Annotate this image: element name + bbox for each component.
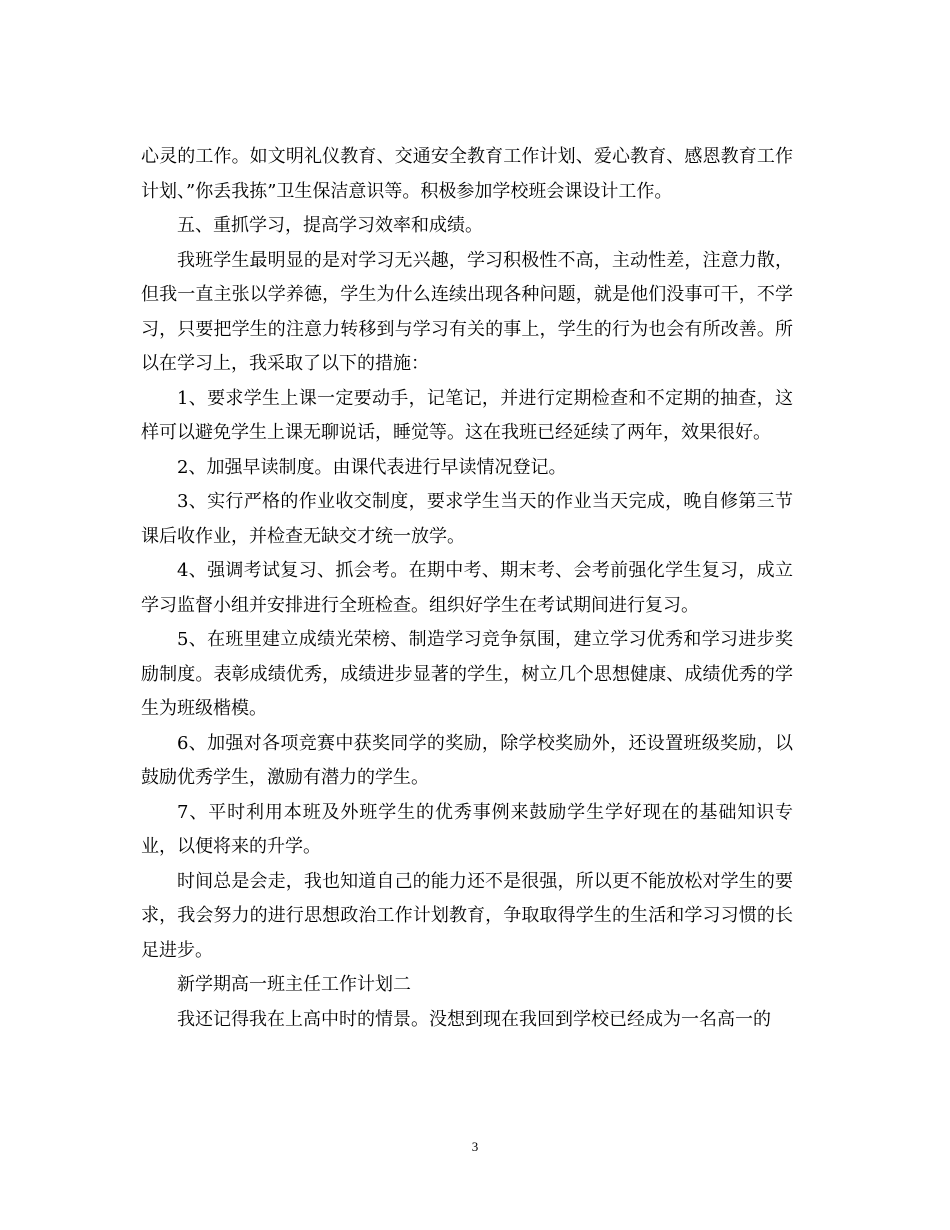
paragraph-3: 我班学生最明显的是对学习无兴趣，学习积极性不高，主动性差，注意力散，但我一直主张以学养德，学生为什么连续出现各种问题，就是他们没事可干，不学习，只要把学生的注意力转移到与学习有关的事上，学生的行为也会有所改善。所以在学习上，我采取了以下的措施： xyxy=(141,249,793,374)
list-item-4: 4、强调考试复习、抓会考。在期中考、期末考、会考前强化学生复习，成立学习监督小组并安排进行全班检查。组织好学生在考试期间进行复习。 xyxy=(141,560,793,616)
list-item-2: 2、加强早读制度。由课代表进行早读情况登记。 xyxy=(177,456,567,478)
closing-paragraph: 时间总是会走，我也知道自己的能力还不是很强，所以更不能放松对学生的要求，我会努力的进行思想政治工作计划教育，争取取得学生的生活和学习习惯的长足进步。 xyxy=(141,870,793,961)
list-item-3: 3、实行严格的作业收交制度，要求学生当天的作业当天完成，晚自修第三节课后收作业，并检查无缺交才统一放学。 xyxy=(141,491,793,547)
list-item-7: 7、平时利用本班及外班学生的优秀事例来鼓励学生学好现在的基础知识专业，以便将来的升学。 xyxy=(141,801,793,857)
list-item-6: 6、加强对各项竞赛中获奖同学的奖励，除学校奖励外，还设置班级奖励，以鼓励优秀学生，激励有潜力的学生。 xyxy=(141,732,793,788)
page-number: 3 xyxy=(471,1139,479,1154)
paragraph-last: 我还记得我在上高中时的情景。没想到现在我回到学校已经成为一名高一的 xyxy=(177,1008,771,1030)
list-item-1: 1、要求学生上课一定要动手，记笔记，并进行定期检查和不定期的抽查，这样可以避免学生上课无聊说话，睡觉等。这在我班已经延续了两年，效果很好。 xyxy=(141,387,793,443)
section-heading-five: 五、重抓学习，提高学习效率和成绩。 xyxy=(177,215,483,236)
section-title: 新学期高一班主任工作计划二 xyxy=(177,974,411,995)
list-item-5: 5、在班里建立成绩光荣榜、制造学习竞争氛围，建立学习优秀和学习进步奖励制度。表彰成绩优秀，成绩进步显著的学生，树立几个思想健康、成绩优秀的学生为班级楷模。 xyxy=(141,629,793,719)
paragraph-1: 心灵的工作。如文明礼仪教育、交通安全教育工作计划、爱心教育、感恩教育工作计划、”你丢我拣”卫生保洁意识等。积极参加学校班会课设计工作。 xyxy=(141,146,793,202)
document-body xyxy=(141,140,793,1037)
